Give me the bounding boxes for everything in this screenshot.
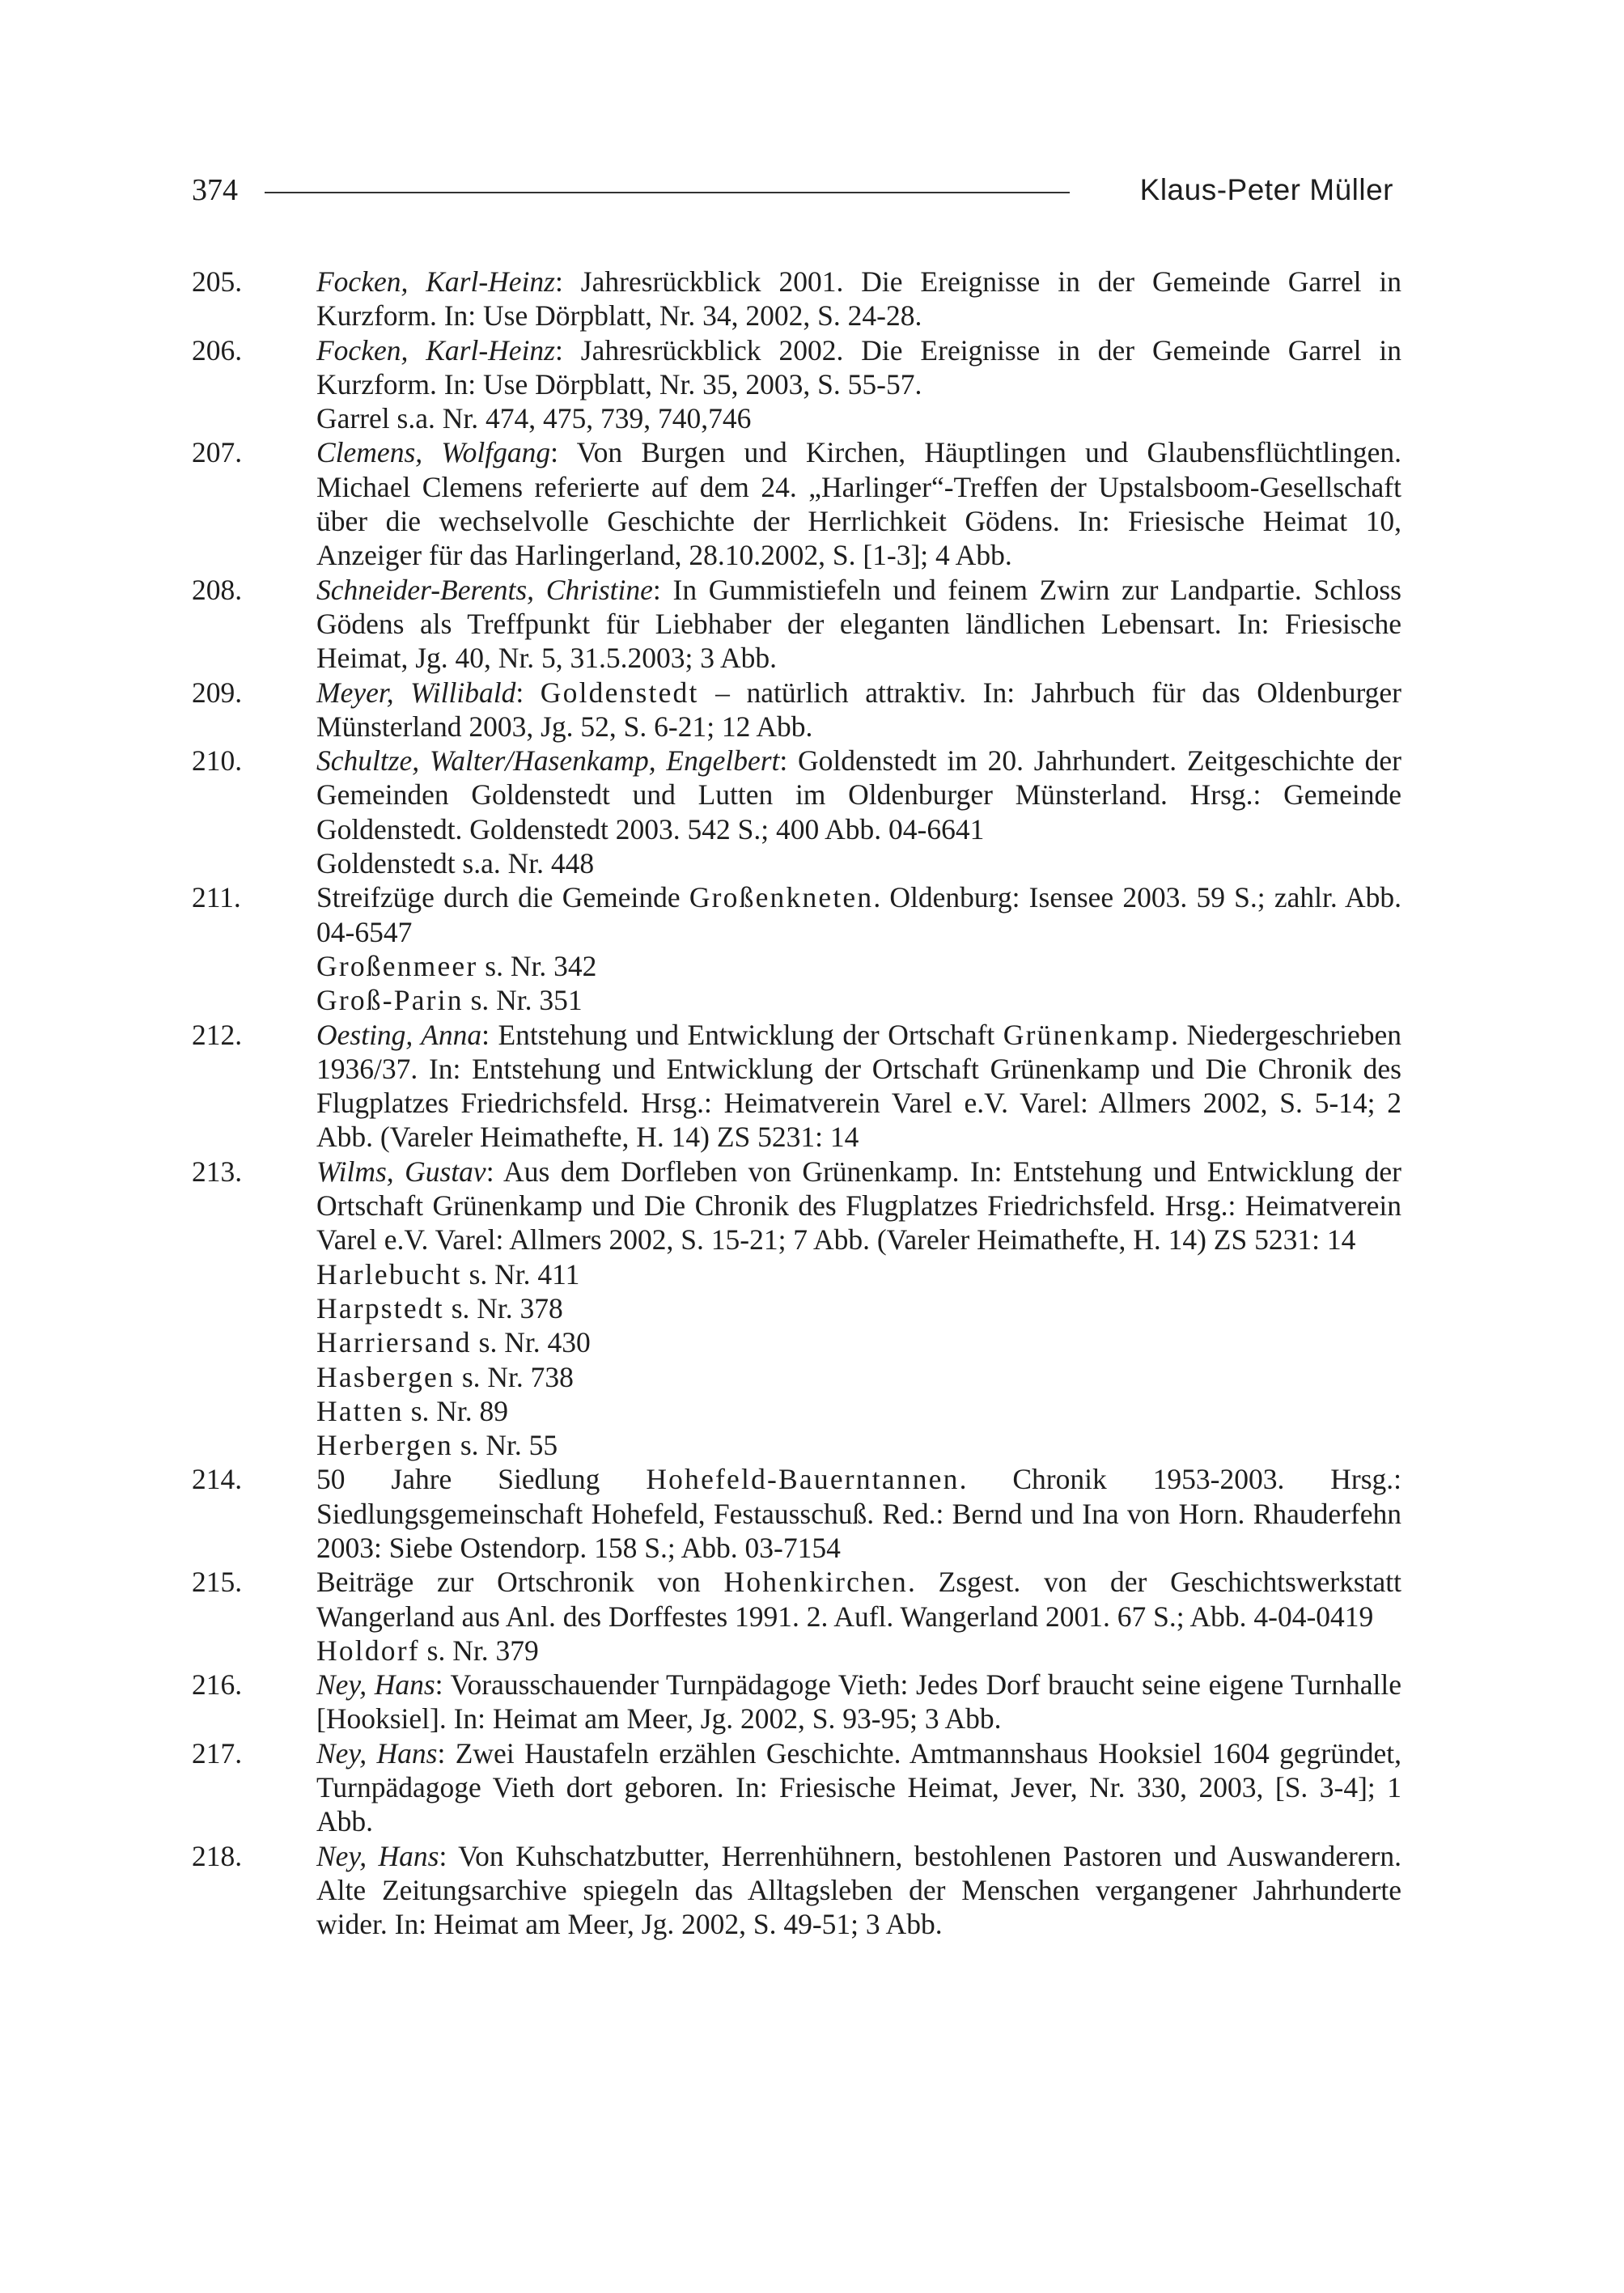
entry-body: : Jahresrückblick 2002. Die Ereignisse in der Gemeinde Garrel in Kurzform. In: Use Dörpblatt, Nr. 35, 2003, S. 55-57. bbox=[316, 333, 1401, 401]
entry-number: 205. bbox=[192, 265, 243, 298]
xref-target: s. Nr. 342 bbox=[477, 949, 597, 982]
entry-title-start: Streifzüge durch die Gemeinde bbox=[316, 881, 689, 914]
bibliography-entry-211 bbox=[192, 880, 1401, 949]
bibliography-entry-214 bbox=[192, 1462, 1401, 1565]
entry-text bbox=[316, 1736, 1401, 1839]
place-cross-reference bbox=[192, 1360, 1401, 1394]
bibliography-entry-208 bbox=[192, 573, 1401, 676]
entry-body: : Von Kuhschatzbutter, Herrenhühnern, bestohlenen Pastoren und Auswanderern. Alte Zeitungsarchive spiegeln das Alltagsleben der Menschen vergangener Jahrhunderte wider. In: Heimat am Meer, Jg. 2002, S. 49-51; 3 Abb. bbox=[316, 1839, 1402, 1941]
entry-cross-reference: Garrel s.a. Nr. 474, 475, 739, 740,746 bbox=[316, 402, 752, 435]
xref-target: s. Nr. 55 bbox=[452, 1429, 558, 1462]
entry-body: . Zsgest. von der Geschichtswerkstatt Wangerland aus Anl. des Dorffestes 1991. 2. Aufl. Wangerland 2001. 67 S.; Abb. 4-04-0419 bbox=[316, 1566, 1401, 1633]
entry-body: . Chronik 1953-2003. Hrsg.: Siedlungsgemeinschaft Hohefeld, Festausschuß. Red.: Bernd und Ina von Horn. Rhauderfehn 2003: Siebe Ostendorp. 158 S.; Abb. 03-7154 bbox=[316, 1463, 1401, 1564]
entry-number: 209. bbox=[192, 676, 243, 709]
xref-place: Groß-Parin bbox=[316, 984, 464, 1017]
entry-author: Schultze, Walter/Hasenkamp, Engelbert bbox=[316, 744, 780, 778]
place-cross-reference bbox=[192, 1325, 1401, 1359]
entry-body: : Zwei Haustafeln erzählen Geschichte. Amtmannshaus Hooksiel 1604 gegründet, Turnpädagoge Vieth dort geboren. In: Friesische Heimat, Jever, Nr. 330, 2003, [S. 3-4]; 1 Abb. bbox=[316, 1736, 1401, 1838]
entry-title-start: Beiträge zur Ortschronik von bbox=[316, 1566, 724, 1599]
xref-place: Holdorf bbox=[316, 1634, 420, 1667]
entry-number: 207. bbox=[192, 436, 243, 469]
entry-text: Meyer, Willibald: Goldenstedt – natürlich attraktiv. In: Jahrbuch für das Oldenburger Münsterland 2003, Jg. 52, S. 6-21; 12 Abb. bbox=[316, 676, 1401, 743]
entry-text bbox=[316, 1018, 1401, 1155]
entry-author: Wilms, Gustav bbox=[316, 1155, 486, 1188]
entry-text bbox=[316, 744, 1401, 846]
entry-text bbox=[316, 1839, 1401, 1942]
place-cross-reference bbox=[192, 1257, 1401, 1291]
bibliography-entry-215 bbox=[192, 1565, 1401, 1634]
entry-body: : Aus dem Dorfleben von Grünenkamp. In: Entstehung und Entwicklung der Ortschaft Grünenkamp und Die Chronik des Flugplatzes Friedrichsfeld. Hrsg.: Heimatverein Varel e.V. Varel: Allmers 2002, S. 15-21; 7 Abb. (Vareler Heimathefte, H. 14) ZS 5231: 14 bbox=[316, 1155, 1401, 1257]
entry-number: 216. bbox=[192, 1668, 243, 1702]
entry-number: 214. bbox=[192, 1463, 243, 1496]
bibliography-entry-213 bbox=[192, 1155, 1401, 1257]
entry-text bbox=[316, 333, 1401, 402]
entry-text bbox=[316, 1565, 1401, 1634]
entry-number: 210. bbox=[192, 744, 243, 778]
entry-text bbox=[316, 435, 1401, 572]
xref-target: s. Nr. 351 bbox=[463, 984, 583, 1017]
xref-target: s. Nr. 738 bbox=[454, 1360, 574, 1393]
place-cross-reference bbox=[192, 983, 1401, 1017]
xref-place: Großenmeer bbox=[316, 949, 478, 982]
entry-author: Focken, Karl-Heinz bbox=[316, 333, 555, 367]
bibliography-entry-216 bbox=[192, 1668, 1401, 1736]
entry-author: Ney, Hans bbox=[316, 1736, 438, 1770]
bibliography-entry-210 bbox=[192, 744, 1401, 880]
entry-text bbox=[316, 265, 1401, 333]
entry-title-start: : Entstehung und Entwicklung der Ortschaft bbox=[481, 1018, 1003, 1051]
entry-place: Grünenkamp bbox=[1003, 1018, 1172, 1051]
entry-body: . Niedergeschrieben 1936/37. In: Entstehung und Entwicklung der Ortschaft Grünenkamp und Die Chronik des Flugplatzes Friedrichsfeld. Hrsg.: Heimatverein Varel e.V. Varel: Allmers 2002, S. 5-14; 2 Abb. (Vareler Heimathefte, H. 14) ZS 5231: 14 bbox=[316, 1018, 1401, 1154]
entry-body: – natürlich attraktiv. In: Jahrbuch für das Oldenburger Münsterland 2003, Jg. 52, S. 6-21; 12 Abb. bbox=[316, 676, 1401, 743]
entry-author: Focken, Karl-Heinz bbox=[316, 265, 555, 298]
page-header bbox=[192, 166, 1393, 214]
entry-number: 212. bbox=[192, 1018, 243, 1051]
entry-number: 217. bbox=[192, 1736, 243, 1770]
entry-text bbox=[316, 1668, 1401, 1736]
entry-text bbox=[316, 880, 1401, 949]
entry-author: Oesting, Anna bbox=[316, 1018, 482, 1051]
entry-place: Hohefeld-Bauerntannen bbox=[646, 1463, 960, 1496]
entry-place: Hohenkirchen bbox=[723, 1566, 908, 1599]
place-cross-reference bbox=[192, 1394, 1401, 1428]
entry-number: 218. bbox=[192, 1839, 243, 1872]
bibliography-entry-212 bbox=[192, 1018, 1401, 1155]
bibliography-list bbox=[192, 265, 1401, 1942]
entry-text bbox=[316, 573, 1401, 676]
entry-body: . Oldenburg: Isensee 2003. 59 S.; zahlr. Abb. 04-6547 bbox=[316, 881, 1402, 948]
xref-target: s. Nr. 378 bbox=[443, 1291, 563, 1325]
bibliography-entry-218 bbox=[192, 1839, 1401, 1942]
place-cross-reference bbox=[192, 1291, 1401, 1325]
entry-number: 208. bbox=[192, 573, 243, 606]
place-cross-reference bbox=[192, 1428, 1401, 1462]
xref-place: Hatten bbox=[316, 1394, 404, 1427]
entry-number: 213. bbox=[192, 1155, 243, 1188]
entry-body: : In Gummistiefeln und feinem Zwirn zur Landpartie. Schloss Gödens als Treffpunkt für Liebhaber der eleganten ländlichen Lebensart. In: Friesische Heimat, Jg. 40, Nr. 5, 31.5.2003; 3 Abb. bbox=[316, 573, 1401, 675]
page-number: 374 bbox=[192, 173, 238, 207]
xref-place: Harpstedt bbox=[316, 1291, 444, 1325]
entry-number: 215. bbox=[192, 1566, 243, 1599]
place-cross-reference bbox=[192, 949, 1401, 983]
xref-place: Hasbergen bbox=[316, 1360, 455, 1393]
xref-target: s. Nr. 411 bbox=[461, 1257, 580, 1291]
entry-number: 206. bbox=[192, 333, 243, 367]
entry-author: Schneider-Berents, Christine bbox=[316, 573, 653, 606]
bibliography-entry-206 bbox=[192, 333, 1401, 436]
entry-author: Ney, Hans bbox=[316, 1839, 439, 1872]
bibliography-entry-207 bbox=[192, 435, 1401, 572]
entry-place: Großenkneten bbox=[689, 881, 874, 914]
entry-body: : Von Burgen und Kirchen, Häuptlingen und Glaubensflüchtlingen. Michael Clemens referierte auf dem 24. „Harlinger“-Treffen der Upstalsboom-Gesellschaft über die wechselvolle Geschichte der Herrlichkeit Gödens. In: Friesische Heimat 10, Anzeiger für das Harlingerland, 28.10.2002, S. [1-3]; 4 Abb. bbox=[316, 436, 1401, 572]
entry-author: Meyer, Willibald bbox=[316, 676, 516, 709]
bibliography-entry-209 bbox=[192, 676, 1401, 744]
entry-cross-reference: Goldenstedt s.a. Nr. 448 bbox=[316, 847, 595, 880]
running-head-author: Klaus-Peter Müller bbox=[1139, 173, 1393, 206]
entry-place: Goldenstedt bbox=[540, 676, 699, 709]
place-cross-reference bbox=[192, 1634, 1401, 1668]
xref-target: s. Nr. 430 bbox=[471, 1326, 591, 1359]
xref-place: Harriersand bbox=[316, 1326, 472, 1359]
entry-body: : Goldenstedt im 20. Jahrhundert. Zeitgeschichte der Gemeinden Goldenstedt und Lutten im Oldenburger Münsterland. Hrsg.: Gemeinde Goldenstedt. Goldenstedt 2003. 542 S.; 400 Abb. 04-6641 bbox=[316, 744, 1401, 846]
xref-place: Herbergen bbox=[316, 1429, 453, 1462]
xref-place: Harlebucht bbox=[316, 1257, 462, 1291]
entry-author: Clemens, Wolfgang bbox=[316, 436, 551, 469]
entry-author: Ney, Hans bbox=[316, 1668, 435, 1702]
entry-title-start: 50 Jahre Siedlung bbox=[316, 1463, 647, 1496]
bibliography-entry-205 bbox=[192, 265, 1401, 333]
header-rule bbox=[265, 192, 1070, 193]
entry-number: 211. bbox=[192, 881, 241, 914]
entry-text bbox=[316, 1462, 1401, 1565]
entry-body: : Vorausschauender Turnpädagoge Vieth: Jedes Dorf braucht seine eigene Turnhalle [Hooksiel]. In: Heimat am Meer, Jg. 2002, S. 93-95; 3 Abb. bbox=[316, 1668, 1401, 1736]
xref-target: s. Nr. 89 bbox=[403, 1394, 509, 1427]
entry-body: : Jahresrückblick 2001. Die Ereignisse in der Gemeinde Garrel in Kurzform. In: Use Dörpblatt, Nr. 34, 2002, S. 24-28. bbox=[316, 265, 1401, 333]
xref-target: s. Nr. 379 bbox=[419, 1634, 539, 1667]
bibliography-entry-217 bbox=[192, 1736, 1401, 1839]
entry-text bbox=[316, 1155, 1401, 1257]
